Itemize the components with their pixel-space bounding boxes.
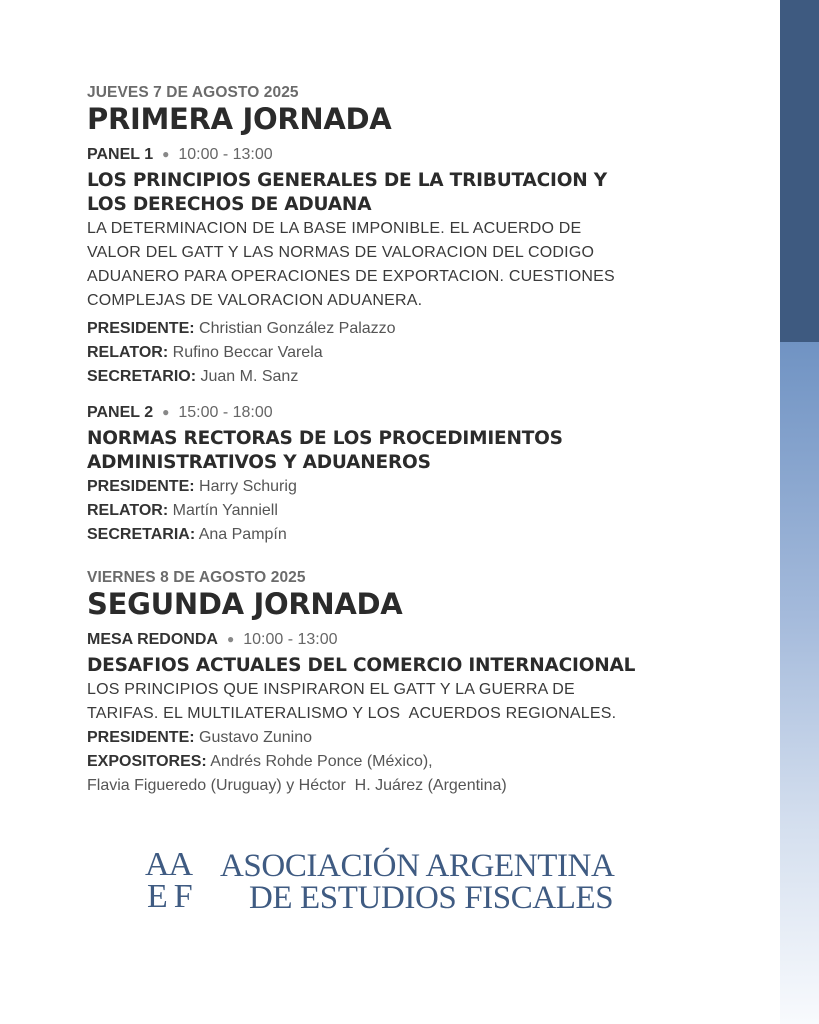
- bullet-icon: ●: [226, 632, 235, 646]
- panel-name: PANEL 1: [87, 146, 154, 163]
- role-label: SECRETARIO:: [87, 368, 197, 385]
- panel-title: [87, 169, 767, 217]
- panel-title-line: NORMAS RECTORAS DE LOS PROCEDIMIENTOS: [87, 428, 563, 449]
- role-label: RELATOR:: [87, 344, 169, 361]
- role-value: Andrés Rohde Ponce (México),: [210, 753, 433, 770]
- role-label: PRESIDENTE:: [87, 729, 195, 746]
- role-value: Christian González Palazzo: [199, 320, 396, 337]
- panel-time: 10:00 - 13:00: [178, 146, 273, 163]
- role-president: [87, 317, 767, 341]
- role-president: [87, 726, 767, 750]
- day-2: [87, 569, 767, 798]
- day-1: [87, 84, 767, 547]
- role-label: PRESIDENTE:: [87, 478, 195, 495]
- panel-title: [87, 427, 767, 475]
- round-table: [87, 630, 767, 798]
- description-line: ADUANERO PARA OPERACIONES DE EXPORTACION. CUESTIONES: [87, 268, 615, 285]
- role-value: Juan M. Sanz: [200, 368, 299, 385]
- day-date: JUEVES 7 DE AGOSTO 2025: [87, 84, 299, 101]
- panel-description: [87, 678, 767, 726]
- decorative-side-bar: [780, 0, 819, 1024]
- role-speakers: [87, 750, 767, 774]
- description-line: COMPLEJAS DE VALORACION ADUANERA.: [87, 292, 423, 309]
- program-content: [87, 84, 767, 798]
- description-line: VALOR DEL GATT Y LAS NORMAS DE VALORACION DEL CODIGO: [87, 244, 595, 261]
- panel-2: [87, 403, 767, 547]
- role-relator: [87, 499, 767, 523]
- day-date: VIERNES 8 DE AGOSTO 2025: [87, 569, 306, 586]
- role-label: PRESIDENTE:: [87, 320, 195, 337]
- logo-monogram: [145, 846, 199, 915]
- panel-roles: [87, 475, 767, 547]
- panel-roles: [87, 726, 767, 798]
- monogram-bottom: EF: [147, 878, 199, 915]
- role-value: Flavia Figueredo (Uruguay) y Héctor H. Juárez (Argentina): [87, 777, 507, 794]
- panel-title-line: ADMINISTRATIVOS Y ADUANEROS: [87, 452, 431, 473]
- panel-header: [87, 630, 767, 650]
- role-value: Ana Pampín: [198, 526, 287, 543]
- role-president: [87, 475, 767, 499]
- role-secretary: [87, 365, 767, 389]
- panel-description: [87, 217, 767, 313]
- role-secretary: [87, 523, 767, 547]
- logo-name: [220, 850, 614, 914]
- role-value: Gustavo Zunino: [199, 729, 312, 746]
- description-line: LA DETERMINACION DE LA BASE IMPONIBLE. EL ACUERDO DE: [87, 220, 582, 237]
- bullet-icon: ●: [162, 405, 170, 419]
- bullet-icon: ●: [162, 147, 170, 161]
- panel-title-line: LOS DERECHOS DE ADUANA: [87, 194, 372, 215]
- monogram-top: AA: [145, 846, 193, 883]
- panel-1: [87, 145, 767, 389]
- panel-roles: [87, 317, 767, 389]
- panel-title-line: LOS PRINCIPIOS GENERALES DE LA TRIBUTACION Y: [87, 170, 607, 191]
- logo-name-line1: ASOCIACIÓN ARGENTINA: [220, 848, 615, 884]
- role-value: Harry Schurig: [199, 478, 297, 495]
- panel-title-line: DESAFIOS ACTUALES DEL COMERCIO INTERNACIONAL: [87, 655, 636, 676]
- role-label: RELATOR:: [87, 502, 169, 519]
- role-value: Rufino Beccar Varela: [172, 344, 323, 361]
- day-title: SEGUNDA JORNADA: [87, 587, 403, 621]
- panel-time: 15:00 - 18:00: [178, 404, 273, 421]
- description-line: TARIFAS. EL MULTILATERALISMO Y LOS ACUERDOS REGIONALES.: [87, 705, 617, 722]
- panel-title: [87, 654, 767, 678]
- side-bar-dark-segment: [780, 0, 819, 342]
- panel-time: 10:00 - 13:00: [243, 631, 338, 648]
- role-relator: [87, 341, 767, 365]
- logo-name-line2: DE ESTUDIOS FISCALES: [249, 880, 614, 916]
- day-title: PRIMERA JORNADA: [87, 102, 392, 136]
- role-label: SECRETARIA:: [87, 526, 196, 543]
- role-speakers-continued: [87, 774, 767, 798]
- description-line: LOS PRINCIPIOS QUE INSPIRARON EL GATT Y LA GUERRA DE: [87, 681, 575, 698]
- side-bar-gradient-segment: [780, 342, 819, 1024]
- role-label: EXPOSITORES:: [87, 753, 207, 770]
- panel-header: [87, 145, 767, 165]
- role-value: Martín Yanniell: [172, 502, 278, 519]
- panel-name: PANEL 2: [87, 404, 154, 421]
- organization-logo: [145, 848, 645, 928]
- panel-name: MESA REDONDA: [87, 631, 218, 648]
- panel-header: [87, 403, 767, 423]
